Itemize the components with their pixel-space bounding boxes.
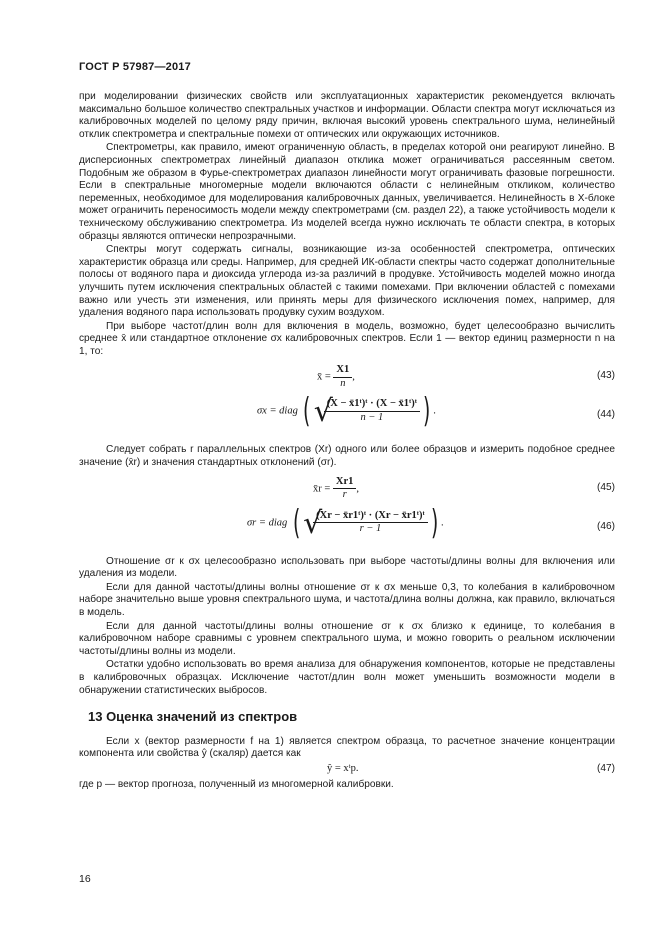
eq-numerator: Xr1 <box>333 476 357 490</box>
paragraph: Отношение σr к σx целесообразно использовать при выборе частоты/длины волны для включения или удаления из модели. <box>79 555 615 580</box>
eq-lhs: σr = diag <box>247 517 288 529</box>
eq-lhs: x̄r = <box>313 483 331 495</box>
eq-denominator: r − 1 <box>359 523 382 535</box>
sqrt-sign: √ <box>313 394 333 430</box>
equation-number: (45) <box>597 481 615 493</box>
eq-denominator: n <box>340 378 346 390</box>
eq-denominator: r <box>342 489 347 501</box>
document-body <box>79 91 615 792</box>
eq-fraction <box>324 398 420 424</box>
eq-lhs: x̄ = <box>317 371 331 383</box>
equation-46 <box>79 504 615 550</box>
eq-lhs: σx = diag <box>257 405 298 417</box>
eq-fraction <box>333 364 352 390</box>
eq-denominator: n − 1 <box>360 411 384 423</box>
equation-number: (47) <box>597 762 615 774</box>
equation-47 <box>79 761 615 779</box>
eq-numerator: (Xr − x̄r1ᵗ)ᵗ · (Xr − x̄r1ᵗ)ᵗ <box>313 510 428 524</box>
eq-tail: , <box>352 371 355 383</box>
eq-fraction <box>333 475 360 502</box>
eq-numerator: (X − x̄1ᵗ)ᵗ · (X − x̄1ᵗ)ᵗ <box>324 398 420 412</box>
left-paren: ( <box>303 391 311 432</box>
paragraph: Спектрометры, как правило, имеют ограниченную область, в пределах которой они реагируют линейно. В дисперсионных спектрометрах линейный диапазон отклика может ограничиваться рассеянным светом. Подобным же образом в Фурье-спектрометрах диапазон линейности могут ограничивать фазовые погрешности. Если в спектральные многомерные модели включаются области с нелинейным откликом, количество переменных, необходимое для моделирования калибровочных данных, увеличивается. Нелинейность в X-блоке может ограничить переносимость модели между спектрометрами (см. раздел 22), а также устойчивость модели к техническому обслуживанию спектрометра. Из моделей всегда нужно исключать те области спектра, в которых образцы являются оптически непрозрачными. <box>79 142 615 242</box>
paragraph: Если x (вектор размерности f на 1) является спектром образца, то расчетное значение концентрации компонента или свойства ŷ (скаляр) дается как <box>79 735 615 760</box>
section-heading: 13 Оценка значений из спектров <box>88 709 298 725</box>
eq-numerator: X1 <box>333 364 352 378</box>
paragraph: Если для данной частоты/длины волны отношение σr к σx близко к единице, то колебания в калибровочном наборе сравнимы с уровнем спектрального шума, и можно говорить о реальном исключении частоты/длины волны из модели. <box>79 620 615 657</box>
right-paren: ) <box>430 502 438 543</box>
equation-number: (43) <box>597 370 615 382</box>
document-header: ГОСТ Р 57987—2017 <box>79 61 191 73</box>
sqrt-sign: √ <box>303 505 323 541</box>
sqrt <box>303 505 428 541</box>
eq-expression: ŷ = xᵗp. <box>327 762 359 774</box>
paragraph: Следует собрать r параллельных спектров (Xr) одного или более образцов и измерить подобное среднее значение (x̄r) и значения стандартных отклонений (σr). <box>79 444 615 469</box>
paragraph: Спектры могут содержать сигналы, возникающие из-за особенностей спектрометра, оптических характеристик образца или среды. Например, для средней ИК-области спектры часто содержат дополнительные полосы от водяного пара и диоксида углерода из-за различий в продувке. Устойчивость моделей можно иногда улучшить путем исключения спектральных областей с такими помехами. При включении областей с помехами важно или учесть эти изменения, или принять меры для физического исключения помех, например, для удаления водяного пара использовать продувку сухим воздухом. <box>79 244 615 319</box>
eq-tail: , <box>356 483 360 495</box>
right-paren: ) <box>423 391 431 432</box>
eq-tail: . <box>433 405 436 417</box>
paragraph: при моделировании физических свойств или эксплуатационных характеристик рекомендуется включать максимально большое количество спектральных участков и информации. Области спектра могут исключаться из калибровочных моделей по целому ряду причин, включая высокий уровень спектрального шума, нелинейный отклик спектрометра и спектральные помехи от оптических или окружающих источников. <box>79 91 615 140</box>
equation-number: (46) <box>597 520 615 532</box>
paragraph: Если для данной частоты/длины волны отношение σr к σx меньше 0,3, то колебания в калибровочном наборе значительно выше уровня спектрального шума, и частота/длина волны должна, как правило, включаться в модель. <box>79 581 615 619</box>
equation-44 <box>79 392 615 438</box>
eq-fraction <box>313 510 428 536</box>
paragraph: При выборе частот/длин волн для включения в модель, возможно, будет целесообразно вычислить среднее x̄ или стандартное отклонение σx калибровочных спектров. Если 1 — вектор единиц размерности n на 1, то: <box>79 320 615 357</box>
sqrt <box>313 394 420 430</box>
equation-45 <box>79 474 615 504</box>
paragraph: Остатки удобно использовать во время анализа для обнаружения компонентов, которые не представлены в калибровочных образцах. Исключение частот/длин волн может уменьшить возможности модели в обнаружении статистических выбросов. <box>79 659 615 696</box>
left-paren: ( <box>292 502 301 543</box>
paragraph: где p — вектор прогноза, полученный из многомерной калибровки. <box>79 778 394 790</box>
page-number: 16 <box>79 873 91 885</box>
eq-tail: . <box>440 517 444 529</box>
equation-43 <box>79 362 615 392</box>
equation-number: (44) <box>597 409 615 421</box>
